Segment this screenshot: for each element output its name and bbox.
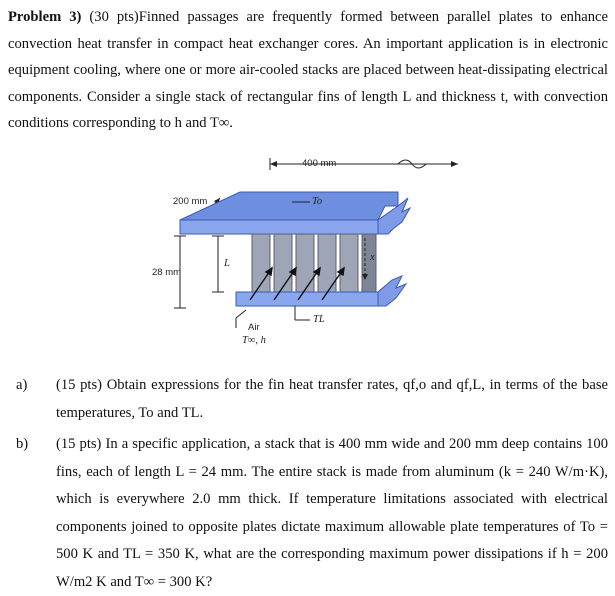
air-conditions-label: T∞, h	[242, 335, 266, 346]
width-label: 400 mm	[302, 158, 337, 169]
fin	[296, 234, 314, 292]
fin-length-label: L	[224, 258, 230, 269]
problem-number: Problem 3)	[8, 9, 82, 25]
problem-statement	[8, 4, 608, 137]
part-a-text: (15 pts) Obtain expressions for the fin heat transfer rates, qf,o and qf,L, in terms of the base temperatures, To and TL.	[56, 377, 608, 421]
fin	[274, 234, 292, 292]
fin	[340, 234, 358, 292]
top-plate	[180, 192, 398, 220]
part-a-label: a)	[16, 377, 28, 393]
bottom-plate-broken-edge	[378, 276, 406, 306]
part-b-label: b)	[16, 436, 29, 452]
fin-array	[252, 234, 376, 292]
question-parts	[8, 372, 608, 596]
bottom-plate-front	[236, 292, 378, 306]
air-label: Air	[248, 322, 260, 333]
part-b-text: (15 pts) In a specific application, a stack that is 400 mm wide and 200 mm deep contains 100 fins, each of length L = 24 mm. The entire stack is made from aluminum (k = 240 W/m·K), which is everywhere 2.0 mm thick. If temperature limitations associated with electrical components joined to opposite plates dictate maximum allowable plate temperatures of To = 500 K and TL = 350 K, what are the corresponding maximum power dissipations if h = 200 W/m2 K and T∞ = 300 K?	[56, 436, 608, 590]
fin-stack-drawing	[140, 150, 470, 360]
top-temp-label: To	[312, 196, 323, 207]
problem-intro: (30 pts)Finned passages are frequently formed between parallel plates to enhance convection heat transfer in compact heat exchanger cores. An important application is in electronic equipment cooling, where one or more air-cooled stacks are placed between heat-dissipating electrical components. Consider a single stack of rectangular fins of length L and thickness t, with convection conditions corresponding to h and T∞.	[8, 9, 608, 131]
x-label: x	[370, 252, 375, 263]
bottom-temp-label: TL	[313, 314, 325, 325]
top-plate-front	[180, 220, 378, 234]
fin-stack-figure	[140, 150, 470, 360]
fin	[362, 234, 376, 292]
part-b	[8, 431, 608, 596]
height-label: 28 mm	[152, 267, 182, 278]
depth-label: 200 mm	[173, 196, 208, 207]
part-a	[8, 372, 608, 427]
